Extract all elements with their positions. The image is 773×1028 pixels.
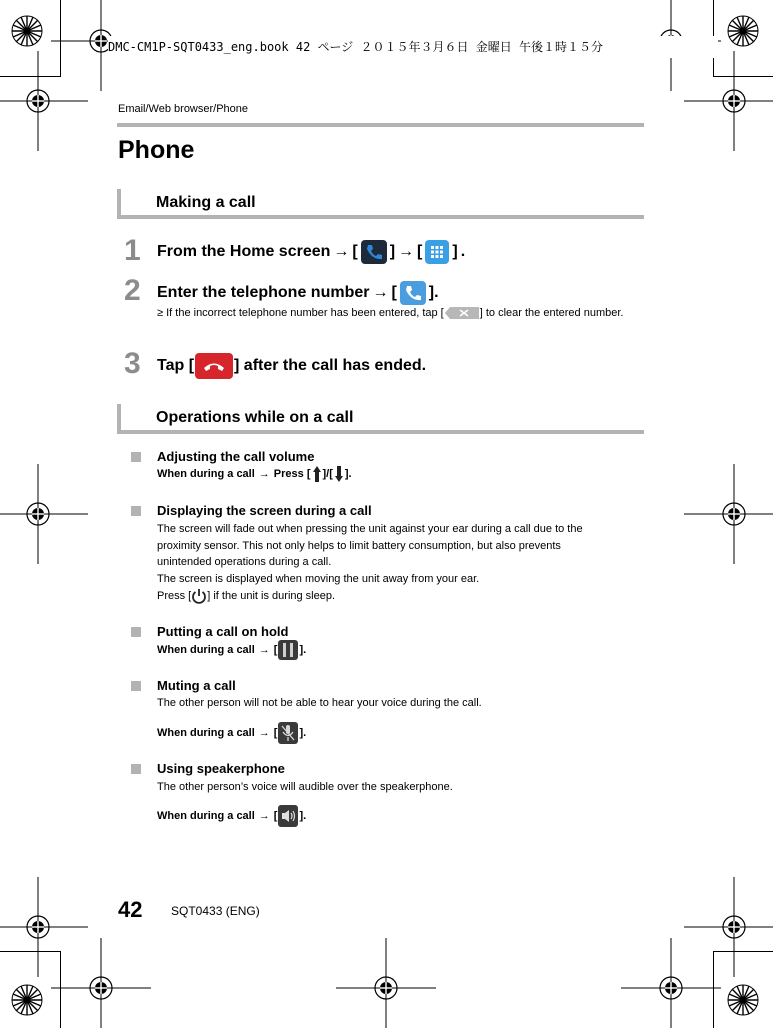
op-instruction (157, 805, 306, 827)
bracket: [ (273, 644, 278, 656)
backspace-icon (444, 306, 480, 320)
page-title: Phone (118, 136, 195, 164)
period: . (460, 243, 466, 260)
book-file-header: DMC-CM1P-SQT0433_eng.book 42 ページ ２０１５年３月６日 金曜日 午後１時１５分 (108, 36, 718, 58)
desc-text: Press [ (157, 589, 192, 602)
step-3 (157, 353, 426, 379)
volume-down-icon (334, 465, 344, 483)
arrow: → (258, 468, 270, 480)
page-number: 42 (118, 897, 143, 922)
phone-icon (361, 240, 387, 264)
bracket: ] (389, 243, 396, 260)
bracket: ]. (299, 727, 307, 739)
square-bullet (131, 627, 141, 637)
instr-text: When during a call (157, 727, 255, 739)
instr-text: Press [ (273, 468, 311, 480)
op-description: The other person will not be able to hear your voice during the call. (157, 697, 482, 709)
bullet: ≥ (157, 307, 164, 319)
bracket: [ (391, 284, 397, 301)
separator: ]/[ (322, 468, 333, 480)
instr-text: When during a call (157, 644, 255, 656)
square-bullet (131, 506, 141, 516)
bracket: ]. (299, 644, 307, 656)
op-description (157, 521, 647, 604)
op-instruction (157, 722, 306, 744)
hold-icon (278, 640, 298, 660)
speaker-icon (278, 805, 298, 827)
call-icon (400, 281, 426, 305)
op-title: Adjusting the call volume (157, 449, 315, 464)
step-number: 3 (124, 347, 141, 380)
step-text: From the Home screen (157, 243, 331, 260)
apps-grid-icon (425, 240, 449, 264)
desc-line: proximity sensor. This not only helps to limit battery consumption, but also prevents (157, 539, 561, 552)
square-bullet (131, 452, 141, 462)
step-text: Enter the telephone number (157, 284, 370, 301)
op-title: Putting a call on hold (157, 624, 289, 639)
note-text: ] to clear the entered number. (479, 307, 624, 319)
bracket: ]. (428, 284, 439, 301)
arrow: → (333, 243, 350, 260)
bracket: ]. (299, 810, 307, 822)
op-description: The other person’s voice will audible over the speakerphone. (157, 781, 453, 793)
desc-text: ] if the unit is during sleep. (207, 589, 336, 602)
note-text: If the incorrect telephone number has been entered, tap [ (166, 307, 444, 319)
step-number: 1 (124, 234, 141, 267)
section-title: Making a call (156, 194, 256, 211)
desc-line: The screen is displayed when moving the unit away from your ear. (157, 572, 480, 585)
section-operations (117, 404, 644, 434)
mute-mic-icon (278, 722, 298, 744)
step-2 (157, 281, 439, 305)
bracket: [ (417, 243, 423, 260)
bracket: [ (352, 243, 358, 260)
desc-line: unintended operations during a call. (157, 556, 332, 569)
op-instruction (157, 640, 306, 660)
section-title: Operations while on a call (156, 409, 354, 426)
square-bullet (131, 681, 141, 691)
power-icon (191, 588, 207, 604)
bracket: [ (273, 727, 278, 739)
volume-up-icon (312, 465, 322, 483)
op-instruction (157, 465, 352, 483)
step-text: ] after the call has ended. (234, 357, 427, 374)
arrow: → (398, 243, 415, 260)
bracket: [ (273, 810, 278, 822)
step-1 (157, 240, 465, 264)
model-code: SQT0433 (ENG) (171, 904, 260, 918)
instr-text: When during a call (157, 468, 255, 480)
square-bullet (131, 764, 141, 774)
step-text: Tap [ (157, 357, 195, 374)
note (157, 305, 642, 321)
op-title: Using speakerphone (157, 761, 285, 776)
step-number: 2 (124, 274, 141, 307)
end-call-icon (195, 353, 233, 379)
desc-line: The screen will fade out when pressing the unit against your ear during a call due to the (157, 523, 583, 535)
section-making-call (117, 189, 644, 219)
arrow: → (258, 810, 270, 822)
arrow: → (372, 284, 389, 301)
arrow: → (258, 727, 270, 739)
breadcrumb: Email/Web browser/Phone (118, 103, 249, 115)
bracket: ] (452, 243, 458, 260)
title-rule (117, 123, 644, 127)
op-title: Displaying the screen during a call (157, 503, 372, 518)
instr-text: When during a call (157, 810, 255, 822)
instr-text: ]. (344, 468, 352, 480)
op-title: Muting a call (157, 678, 236, 693)
arrow: → (258, 644, 270, 656)
